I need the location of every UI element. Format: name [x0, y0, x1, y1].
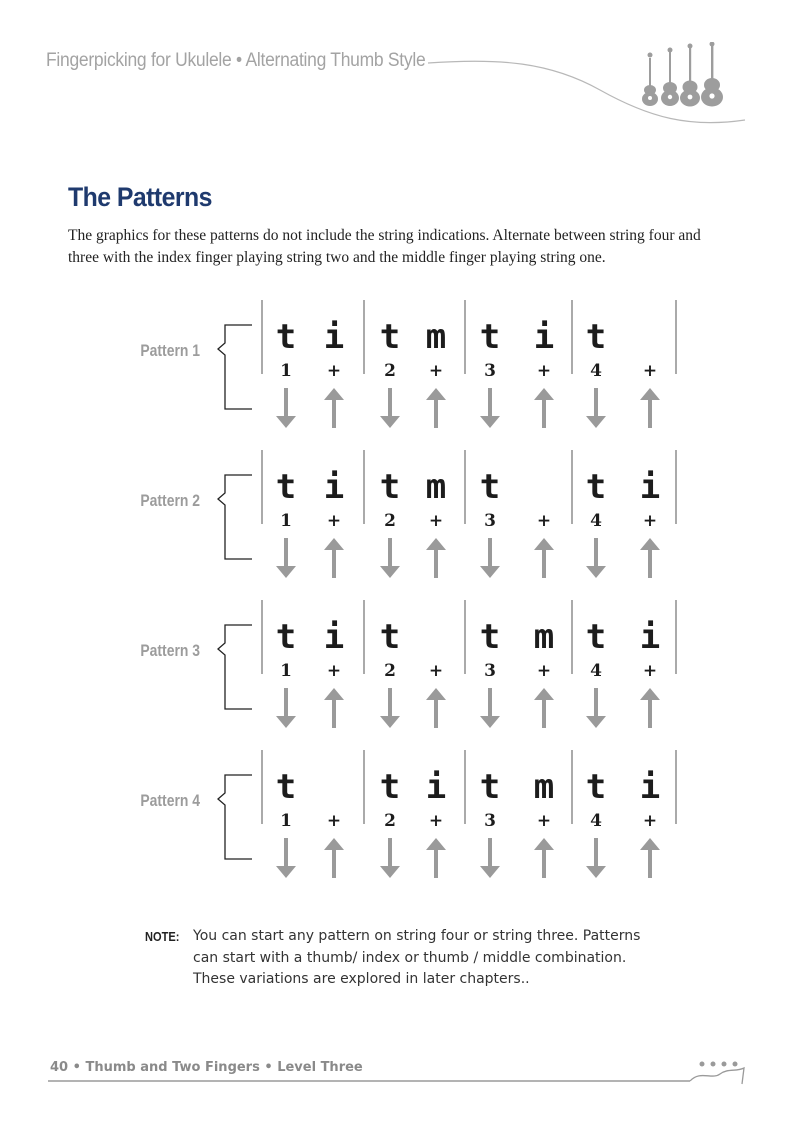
count-label: 1 [280, 811, 292, 831]
count-label: 4 [590, 661, 602, 681]
finger-letter: m [425, 467, 447, 507]
count-label: 3 [484, 361, 496, 381]
note-label: NOTE: [145, 929, 180, 944]
count-label: 3 [484, 811, 496, 831]
count-label: 3 [484, 661, 496, 681]
count-label: + [326, 811, 342, 831]
count-label: 2 [384, 511, 396, 531]
finger-letter: i [323, 317, 345, 357]
finger-letter: i [533, 317, 555, 357]
finger-letter: t [379, 617, 401, 657]
count-label: 3 [484, 511, 496, 531]
finger-letter: i [425, 767, 447, 807]
count-label: 2 [384, 661, 396, 681]
finger-letter: t [585, 467, 607, 507]
count-label: + [642, 811, 658, 831]
section-title: The Patterns [68, 182, 212, 212]
count-label: + [326, 361, 342, 381]
finger-letter: t [275, 467, 297, 507]
finger-letter: t [379, 467, 401, 507]
count-label: + [536, 661, 552, 681]
finger-letter: t [585, 617, 607, 657]
count-label: 4 [590, 361, 602, 381]
finger-letter: t [379, 317, 401, 357]
count-label: 1 [280, 361, 292, 381]
count-label: + [642, 661, 658, 681]
finger-letter: m [533, 617, 555, 657]
finger-letter: t [585, 317, 607, 357]
count-label: 4 [590, 511, 602, 531]
count-label: + [536, 361, 552, 381]
count-label: 1 [280, 661, 292, 681]
finger-letter: t [479, 467, 501, 507]
footer-text: 40 • Thumb and Two Fingers • Level Three [50, 1060, 363, 1075]
finger-letter: t [275, 767, 297, 807]
note-line: can start with a thumb/ index or thumb / middle combination. [193, 949, 627, 966]
finger-letter: i [323, 467, 345, 507]
intro-paragraph: The graphics for these patterns do not include the string indications. Alternate between string four and three with the index finger playing string two and the middle finger playing string one. [68, 227, 701, 266]
finger-letter: t [479, 617, 501, 657]
count-label: + [428, 511, 444, 531]
count-label: 4 [590, 811, 602, 831]
pattern-label: Pattern 1 [140, 341, 201, 361]
pattern-label: Pattern 2 [140, 491, 201, 511]
finger-letter: t [479, 317, 501, 357]
finger-letter: i [639, 767, 661, 807]
finger-letter: m [533, 767, 555, 807]
finger-letter: i [639, 617, 661, 657]
note-line: These variations are explored in later chapters.. [193, 971, 530, 987]
finger-letter: m [425, 317, 447, 357]
finger-letter: i [323, 617, 345, 657]
count-label: 2 [384, 361, 396, 381]
finger-letter: t [585, 767, 607, 807]
pattern-label: Pattern 3 [140, 641, 201, 661]
count-label: + [428, 811, 444, 831]
count-label: + [428, 361, 444, 381]
count-label: + [536, 511, 552, 531]
count-label: + [428, 661, 444, 681]
header-title: Fingerpicking for Ukulele • Alternating Thumb Style [46, 50, 426, 71]
count-label: + [326, 661, 342, 681]
count-label: + [642, 361, 658, 381]
finger-letter: i [639, 467, 661, 507]
finger-letter: t [275, 617, 297, 657]
note-line: You can start any pattern on string four or string three. Patterns [193, 928, 641, 944]
count-label: + [536, 811, 552, 831]
count-label: 1 [280, 511, 292, 531]
finger-letter: t [479, 767, 501, 807]
finger-letter: t [379, 767, 401, 807]
pattern-label: Pattern 4 [140, 791, 201, 811]
count-label: + [642, 511, 658, 531]
count-label: + [326, 511, 342, 531]
finger-letter: t [275, 317, 297, 357]
count-label: 2 [384, 811, 396, 831]
